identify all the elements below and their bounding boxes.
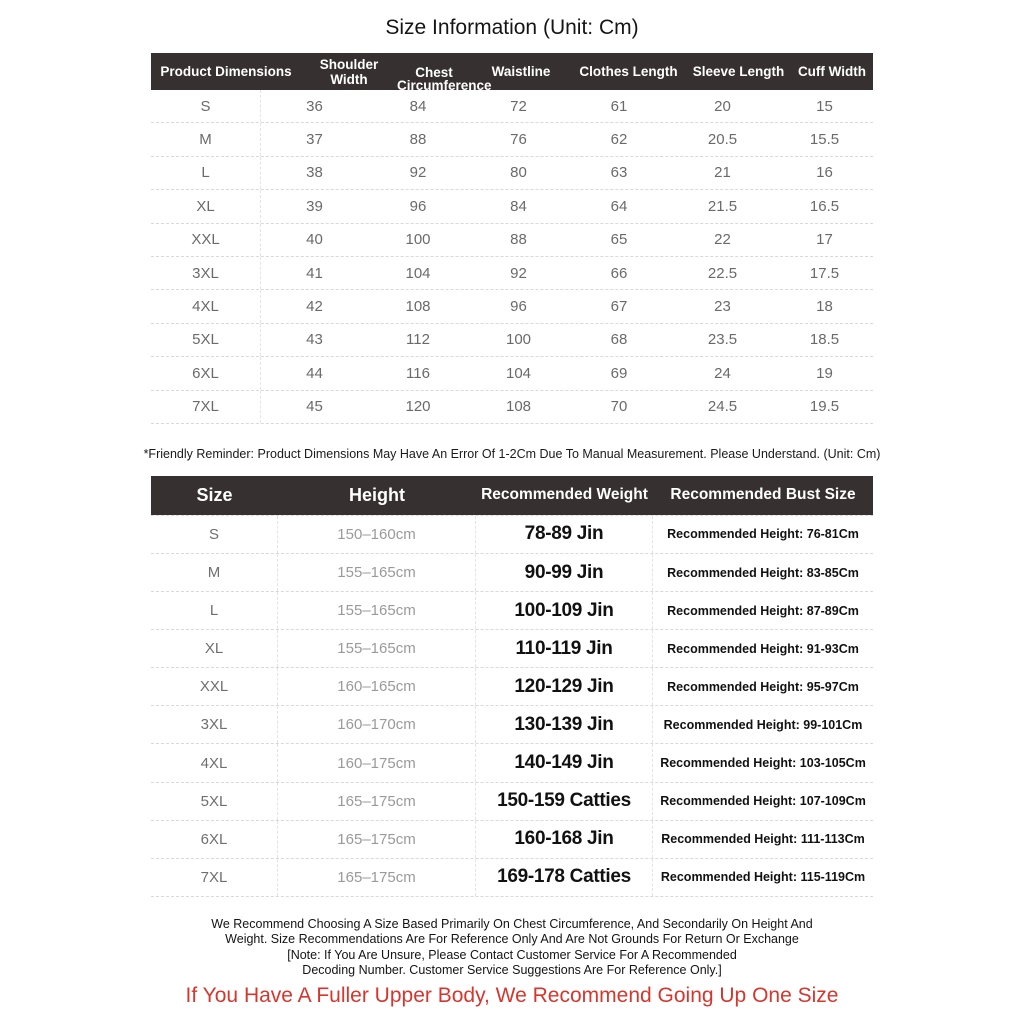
shoulder-width-cell: 36: [306, 97, 323, 115]
fit-table-row: [151, 592, 873, 630]
header-recommended-weight: Recommended Weight: [481, 486, 648, 504]
sleeve-length-cell: 24.5: [707, 398, 738, 416]
size-table-row: [151, 357, 873, 390]
header-recommended-bust-size: Recommended Bust Size: [670, 486, 856, 504]
recommended-bust-cell: Recommended Height: 87-89Cm: [667, 603, 859, 618]
recommended-bust-cell: Recommended Height: 95-97Cm: [667, 679, 859, 694]
size-cell: 5XL: [151, 783, 278, 820]
footer-notes: [0, 917, 1024, 979]
size-cell: S: [151, 90, 261, 122]
waistline-cell: 76: [510, 131, 527, 149]
size-cell: 3XL: [151, 257, 261, 289]
shoulder-width-cell: 44: [306, 364, 323, 382]
recommended-bust-cell: Recommended Height: 99-101Cm: [663, 717, 863, 732]
chest-cell: 116: [406, 364, 430, 382]
header-size: Size: [196, 484, 233, 505]
clothes-length-cell: 70: [610, 398, 628, 416]
clothes-length-cell: 69: [610, 364, 628, 382]
size-table-row: [151, 391, 873, 424]
cuff-width-cell: 16: [816, 164, 833, 182]
recommended-weight-cell: 120-129 Jin: [476, 668, 653, 705]
header-shoulder-width: Shoulder Width: [319, 56, 379, 87]
clothes-length-cell: 61: [610, 97, 628, 115]
size-table-row: [151, 324, 873, 357]
waistline-cell: 104: [505, 364, 532, 382]
header-chest-line2: Circumference: [397, 78, 492, 90]
fit-table-row: [151, 821, 873, 859]
waistline-cell: 108: [505, 398, 532, 416]
clothes-length-cell: 62: [610, 131, 628, 149]
cuff-width-cell: 15.5: [809, 131, 840, 149]
sleeve-length-cell: 21: [714, 164, 731, 182]
size-cell: 3XL: [151, 706, 278, 743]
header-product-dimensions: Product Dimensions: [160, 64, 292, 79]
cuff-width-cell: 18.5: [809, 331, 840, 349]
chest-cell: 84: [409, 97, 427, 115]
size-cell: M: [151, 554, 278, 591]
header-waistline: Waistline: [491, 64, 551, 79]
header-chest-circumference: [397, 53, 492, 90]
shoulder-width-cell: 45: [306, 398, 323, 416]
clothes-length-cell: 65: [610, 231, 628, 249]
header-height: Height: [349, 484, 405, 505]
height-cell: 155–165cm: [278, 554, 476, 591]
clothes-length-cell: 67: [610, 298, 628, 316]
recommended-weight-cell: 130-139 Jin: [476, 706, 653, 743]
chest-cell: 88: [409, 131, 427, 149]
height-cell: 155–165cm: [278, 592, 476, 629]
recommended-weight-cell: 100-109 Jin: [476, 592, 653, 629]
shoulder-width-cell: 42: [306, 298, 323, 316]
fit-table-row: [151, 706, 873, 744]
header-cuff-width: Cuff Width: [797, 64, 867, 79]
sleeve-length-cell: 22.5: [707, 264, 738, 282]
fit-table-row: [151, 630, 873, 668]
product-dimensions-table-body: [151, 90, 873, 424]
recommended-weight-cell: 160-168 Jin: [476, 821, 653, 858]
footer-note-line: We Recommend Choosing A Size Based Primarily On Chest Circumference, And Secondarily On Height And: [211, 916, 813, 931]
recommended-weight-cell: 169-178 Catties: [476, 859, 653, 896]
shoulder-width-cell: 40: [306, 231, 323, 249]
recommended-bust-cell: Recommended Height: 115-119Cm: [660, 870, 866, 885]
shoulder-width-cell: 43: [306, 331, 323, 349]
size-cell: 7XL: [151, 391, 261, 423]
waistline-cell: 100: [505, 331, 532, 349]
chest-cell: 112: [406, 331, 430, 349]
product-dimensions-table-header: [151, 53, 873, 90]
chest-cell: 92: [409, 164, 427, 182]
chest-cell: 96: [409, 197, 427, 215]
clothes-length-cell: 63: [610, 164, 628, 182]
chest-cell: 104: [405, 264, 431, 282]
fit-table-row: [151, 744, 873, 782]
size-cell: S: [151, 516, 278, 553]
shoulder-width-cell: 39: [306, 197, 323, 215]
size-cell: 7XL: [151, 859, 278, 896]
recommended-weight-cell: 90-99 Jin: [476, 554, 653, 591]
cuff-width-cell: 19.5: [809, 398, 840, 416]
shoulder-width-cell: 41: [306, 264, 323, 282]
sleeve-length-cell: 21.5: [707, 197, 738, 215]
size-table-row: [151, 224, 873, 257]
recommended-weight-cell: 150-159 Catties: [476, 783, 653, 820]
header-chest-line1: Chest: [415, 65, 453, 80]
size-cell: XXL: [151, 224, 261, 256]
waistline-cell: 92: [510, 264, 527, 282]
recommended-bust-cell: Recommended Height: 76-81Cm: [667, 527, 859, 542]
recommended-weight-cell: 78-89 Jin: [476, 516, 653, 553]
height-cell: 160–175cm: [278, 744, 476, 781]
clothes-length-cell: 66: [610, 264, 628, 282]
chest-cell: 120: [405, 398, 431, 416]
recommended-bust-cell: Recommended Height: 103-105Cm: [660, 756, 866, 771]
cuff-width-cell: 16.5: [809, 197, 840, 215]
friendly-reminder-note: *Friendly Reminder: Product Dimensions May Have An Error Of 1-2Cm Due To Manual Measurement. Please Understand. (Unit: Cm): [143, 446, 881, 461]
height-cell: 165–175cm: [278, 859, 476, 896]
size-cell: 6XL: [151, 357, 261, 389]
header-sleeve-length: Sleeve Length: [692, 64, 785, 79]
size-table-row: [151, 90, 873, 123]
size-cell: XL: [151, 630, 278, 667]
waistline-cell: 80: [510, 164, 527, 182]
size-cell: 5XL: [151, 324, 261, 356]
recommended-bust-cell: Recommended Height: 91-93Cm: [667, 641, 859, 656]
fit-table-row: [151, 859, 873, 897]
height-cell: 165–175cm: [278, 783, 476, 820]
size-cell: L: [151, 592, 278, 629]
size-cell: 4XL: [151, 290, 261, 322]
sleeve-length-cell: 22: [714, 231, 731, 249]
chest-cell: 108: [405, 298, 431, 316]
sleeve-length-cell: 23.5: [707, 331, 738, 349]
footer-note-line: Decoding Number. Customer Service Suggestions Are For Reference Only.]: [302, 963, 722, 978]
height-cell: 150–160cm: [278, 516, 476, 553]
height-cell: 165–175cm: [278, 821, 476, 858]
fit-table-header: [151, 476, 873, 515]
product-dimensions-table: [151, 53, 873, 424]
size-cell: XL: [151, 190, 261, 222]
size-cell: 6XL: [151, 821, 278, 858]
cuff-width-cell: 19: [816, 364, 833, 382]
height-cell: 155–165cm: [278, 630, 476, 667]
cuff-width-cell: 17: [816, 231, 833, 249]
height-cell: 160–165cm: [278, 668, 476, 705]
fit-table-row: [151, 516, 873, 554]
sleeve-length-cell: 20.5: [707, 131, 738, 149]
fit-table-row: [151, 783, 873, 821]
shoulder-width-cell: 37: [306, 131, 323, 149]
recommended-bust-cell: Recommended Height: 83-85Cm: [667, 565, 859, 580]
header-clothes-length: Clothes Length: [579, 64, 678, 79]
footer-note-line: [Note: If You Are Unsure, Please Contact Customer Service For A Recommended: [287, 947, 737, 962]
cuff-width-cell: 15: [816, 97, 833, 115]
cuff-width-cell: 18: [816, 298, 833, 316]
recommended-weight-cell: 140-149 Jin: [476, 744, 653, 781]
page-title: Size Information (Unit: Cm): [385, 16, 639, 39]
size-table-row: [151, 190, 873, 223]
size-cell: M: [151, 123, 261, 155]
size-table-row: [151, 290, 873, 323]
shoulder-width-cell: 38: [306, 164, 323, 182]
fit-table-row: [151, 554, 873, 592]
fit-table-body: [151, 515, 873, 897]
size-table-row: [151, 123, 873, 156]
recommended-bust-cell: Recommended Height: 107-109Cm: [660, 794, 866, 809]
size-up-warning-text: If You Have A Fuller Upper Body, We Recommend Going Up One Size: [185, 983, 839, 1007]
waistline-cell: 88: [510, 231, 527, 249]
clothes-length-cell: 64: [610, 197, 628, 215]
clothes-length-cell: 68: [610, 331, 628, 349]
chest-cell: 100: [405, 231, 431, 249]
footer-note-line: Weight. Size Recommendations Are For Reference Only And Are Not Grounds For Return Or Exchange: [225, 932, 799, 947]
sleeve-length-cell: 23: [714, 298, 731, 316]
fit-table-row: [151, 668, 873, 706]
size-table-row: [151, 157, 873, 190]
size-cell: XXL: [151, 668, 278, 705]
sleeve-length-cell: 20: [714, 97, 731, 115]
recommended-weight-cell: 110-119 Jin: [476, 630, 653, 667]
size-table-row: [151, 257, 873, 290]
size-cell: 4XL: [151, 744, 278, 781]
cuff-width-cell: 17.5: [809, 264, 840, 282]
fit-recommendation-table: [151, 476, 873, 897]
waistline-cell: 72: [510, 97, 527, 115]
sleeve-length-cell: 24: [714, 364, 731, 382]
waistline-cell: 96: [510, 298, 527, 316]
recommended-bust-cell: Recommended Height: 111-113Cm: [661, 832, 865, 847]
waistline-cell: 84: [510, 197, 527, 215]
height-cell: 160–170cm: [278, 706, 476, 743]
size-cell: L: [151, 157, 261, 189]
